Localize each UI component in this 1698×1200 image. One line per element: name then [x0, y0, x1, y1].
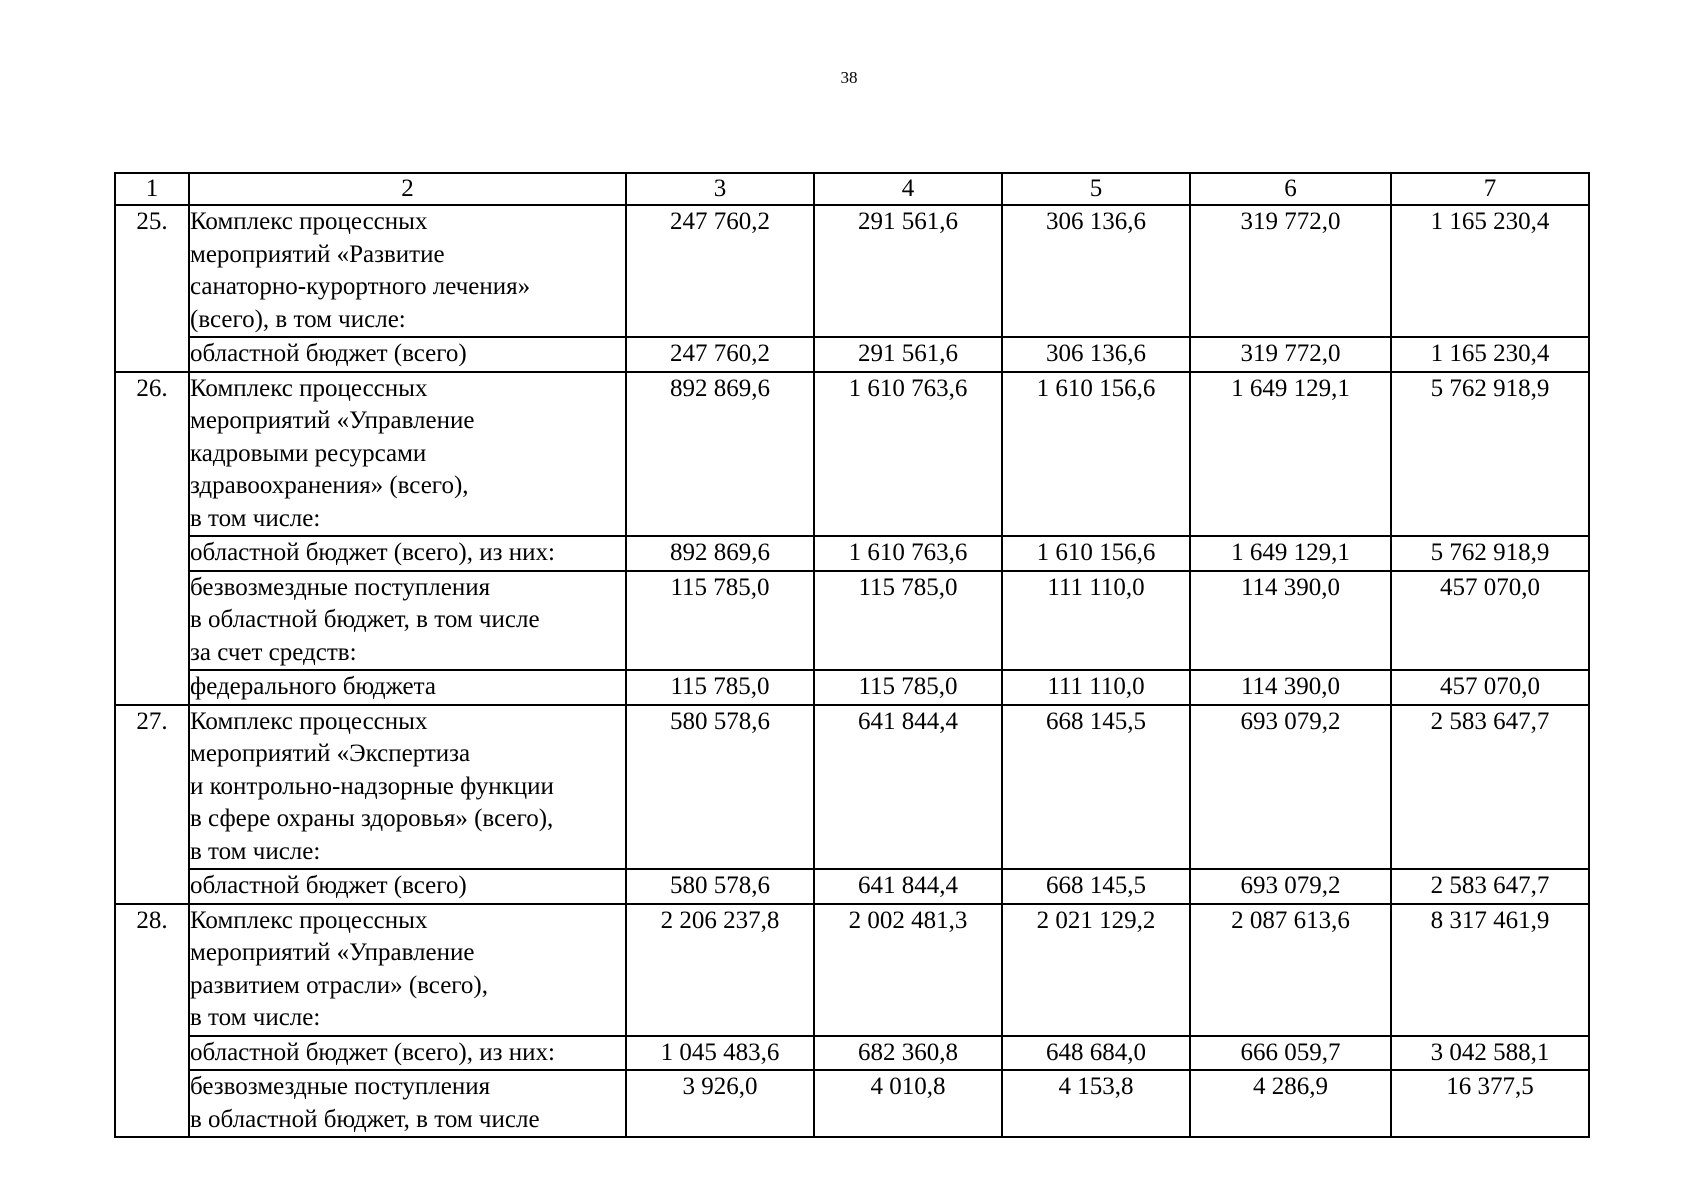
description-line: (всего), в том числе: [190, 305, 406, 333]
value-cell: 115 785,0 [814, 670, 1002, 705]
description-line: в том числе: [190, 1004, 321, 1031]
row-description [189, 571, 626, 671]
table-row [115, 337, 1589, 372]
row-description [189, 904, 626, 1036]
value-cell: 111 110,0 [1002, 571, 1190, 671]
header-row [115, 173, 1589, 205]
value-cell: 5 762 918,9 [1391, 536, 1589, 571]
table-row [115, 1070, 1589, 1137]
description-line: в том числе: [190, 837, 321, 865]
value-cell: 291 561,6 [814, 337, 1002, 372]
description-line: областной бюджет (всего), из них: [190, 1038, 555, 1066]
table-row [115, 571, 1589, 671]
table-row [115, 705, 1589, 870]
value-cell: 1 610 763,6 [814, 536, 1002, 571]
value-cell: 892 869,6 [626, 536, 814, 571]
row-description [189, 337, 626, 372]
table-row [115, 904, 1589, 1036]
row-number: 25. [115, 205, 189, 372]
description-line: Комплекс процессных [190, 707, 428, 735]
table-row [115, 205, 1589, 337]
value-cell: 8 317 461,9 [1391, 904, 1589, 1036]
description-line: областной бюджет (всего) [190, 872, 467, 899]
value-cell: 2 583 647,7 [1391, 869, 1589, 904]
description-line: кадровыми ресурсами [190, 439, 427, 467]
row-description [189, 705, 626, 870]
description-line: мероприятий «Экспертиза [190, 740, 471, 767]
value-cell: 5 762 918,9 [1391, 372, 1589, 537]
value-cell: 4 286,9 [1190, 1070, 1391, 1137]
value-cell: 641 844,4 [814, 869, 1002, 904]
table-row [115, 670, 1589, 705]
row-description [189, 1070, 626, 1137]
header-cell: 3 [626, 173, 814, 205]
value-cell: 1 165 230,4 [1391, 337, 1589, 372]
value-cell: 457 070,0 [1391, 571, 1589, 671]
value-cell: 2 087 613,6 [1190, 904, 1391, 1036]
description-line: Комплекс процессных [190, 374, 428, 402]
description-line: здравоохранения» (всего), [190, 472, 469, 499]
value-cell: 1 045 483,6 [626, 1036, 814, 1071]
value-cell: 247 760,2 [626, 337, 814, 372]
value-cell: 1 610 156,6 [1002, 372, 1190, 537]
row-description [189, 869, 626, 904]
value-cell: 247 760,2 [626, 205, 814, 337]
row-description [189, 205, 626, 337]
description-line: областной бюджет (всего) [190, 340, 467, 367]
description-line: мероприятий «Развитие [190, 240, 445, 268]
value-cell: 682 360,8 [814, 1036, 1002, 1071]
row-number: 27. [115, 705, 189, 904]
value-cell: 291 561,6 [814, 205, 1002, 337]
value-cell: 114 390,0 [1190, 571, 1391, 671]
value-cell: 115 785,0 [626, 571, 814, 671]
description-line: мероприятий «Управление [190, 407, 475, 434]
page-number: 38 [840, 68, 858, 87]
value-cell: 668 145,5 [1002, 705, 1190, 870]
value-cell: 2 002 481,3 [814, 904, 1002, 1036]
value-cell: 2 583 647,7 [1391, 705, 1589, 870]
value-cell: 1 649 129,1 [1190, 536, 1391, 571]
description-line: безвозмездные поступления [190, 573, 491, 601]
value-cell: 16 377,5 [1391, 1070, 1589, 1137]
header-cell: 1 [115, 173, 189, 205]
budget-table [114, 172, 1590, 1138]
value-cell: 115 785,0 [814, 571, 1002, 671]
value-cell: 306 136,6 [1002, 205, 1190, 337]
header-cell: 2 [189, 173, 626, 205]
description-line: областной бюджет (всего), из них: [190, 539, 555, 566]
description-line: в том числе: [190, 504, 321, 532]
description-line: санаторно-курортного лечения» [190, 273, 531, 300]
row-description [189, 536, 626, 571]
value-cell: 319 772,0 [1190, 337, 1391, 372]
header-cell: 5 [1002, 173, 1190, 205]
row-number: 26. [115, 372, 189, 705]
description-line: мероприятий «Управление [190, 939, 475, 966]
description-line: безвозмездные поступления [190, 1073, 491, 1100]
value-cell: 3 042 588,1 [1391, 1036, 1589, 1071]
value-cell: 1 649 129,1 [1190, 372, 1391, 537]
value-cell: 2 021 129,2 [1002, 904, 1190, 1036]
value-cell: 115 785,0 [626, 670, 814, 705]
description-line: Комплекс процессных [190, 906, 428, 934]
description-line: Комплекс процессных [190, 208, 428, 235]
header-cell: 6 [1190, 173, 1391, 205]
row-number: 28. [115, 904, 189, 1138]
row-description [189, 670, 626, 705]
header-cell: 4 [814, 173, 1002, 205]
description-line: в областной бюджет, в том числе [190, 1105, 540, 1133]
description-line: и контрольно-надзорные функции [190, 772, 554, 800]
value-cell: 306 136,6 [1002, 337, 1190, 372]
value-cell: 4 153,8 [1002, 1070, 1190, 1137]
value-cell: 580 578,6 [626, 705, 814, 870]
value-cell: 111 110,0 [1002, 670, 1190, 705]
value-cell: 457 070,0 [1391, 670, 1589, 705]
table-row [115, 536, 1589, 571]
value-cell: 114 390,0 [1190, 670, 1391, 705]
value-cell: 319 772,0 [1190, 205, 1391, 337]
value-cell: 693 079,2 [1190, 869, 1391, 904]
table-body [115, 173, 1589, 1137]
value-cell: 668 145,5 [1002, 869, 1190, 904]
value-cell: 666 059,7 [1190, 1036, 1391, 1071]
description-line: в сфере охраны здоровья» (всего), [190, 805, 554, 832]
value-cell: 892 869,6 [626, 372, 814, 537]
row-description [189, 372, 626, 537]
table-row [115, 869, 1589, 904]
value-cell: 4 010,8 [814, 1070, 1002, 1137]
value-cell: 1 610 763,6 [814, 372, 1002, 537]
value-cell: 1 165 230,4 [1391, 205, 1589, 337]
description-line: в областной бюджет, в том числе [190, 606, 540, 633]
value-cell: 3 926,0 [626, 1070, 814, 1137]
value-cell: 693 079,2 [1190, 705, 1391, 870]
table-row [115, 372, 1589, 537]
value-cell: 648 684,0 [1002, 1036, 1190, 1071]
row-description [189, 1036, 626, 1071]
description-line: федерального бюджета [190, 673, 436, 700]
value-cell: 2 206 237,8 [626, 904, 814, 1036]
value-cell: 580 578,6 [626, 869, 814, 904]
table-row [115, 1036, 1589, 1071]
description-line: развитием отрасли» (всего), [190, 971, 489, 999]
value-cell: 1 610 156,6 [1002, 536, 1190, 571]
description-line: за счет средств: [190, 638, 357, 666]
header-cell: 7 [1391, 173, 1589, 205]
value-cell: 641 844,4 [814, 705, 1002, 870]
